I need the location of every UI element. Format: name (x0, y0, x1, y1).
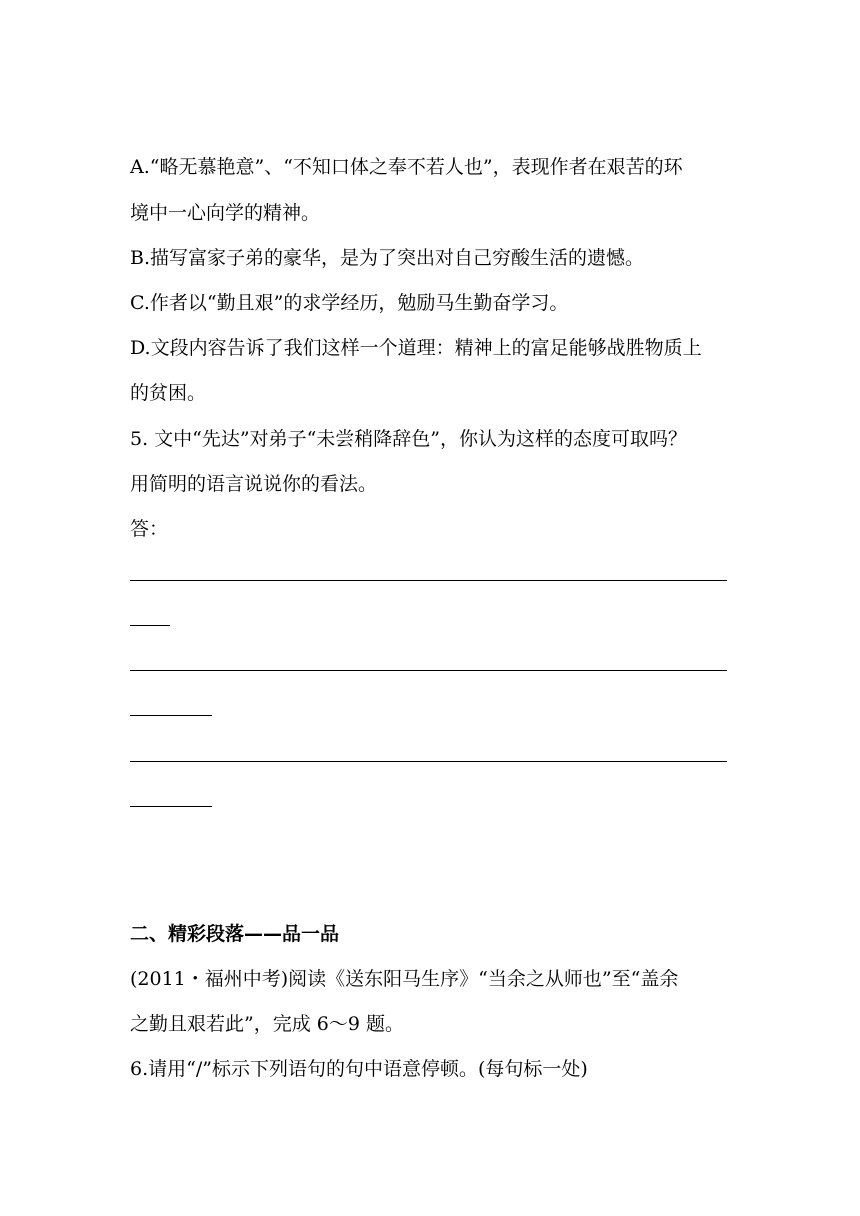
option-a-line-1: A.“略无慕艳意”、“不知口体之奉不若人也”，表现作者在艰苦的环 (130, 156, 683, 178)
passage-intro-line-2: 之勤且艰若此”，完成 6～9 题。 (130, 1013, 404, 1035)
answer-line-3[interactable] (130, 761, 727, 762)
option-d-line-1: D.文段内容告诉了我们这样一个道理：精神上的富足能够战胜物质上 (130, 337, 702, 359)
answer-line-1[interactable] (130, 580, 727, 581)
answer-line-2[interactable] (130, 670, 727, 671)
passage-intro-line-1: (2011・福州中考)阅读《送东阳马生序》“当余之从师也”至“盖余 (130, 968, 679, 990)
option-d-line-2: 的贫困。 (130, 382, 207, 404)
answer-label: 答： (130, 518, 169, 540)
option-a-line-2: 境中一心向学的精神。 (130, 202, 321, 224)
answer-line-3-tail[interactable] (130, 806, 212, 807)
option-c: C.作者以“勤且艰”的求学经历，勉励马生勤奋学习。 (130, 292, 569, 314)
section-heading: 二、精彩段落——品一品 (130, 923, 340, 945)
question-6: 6.请用“/”标示下列语句的句中语意停顿。(每句标一处) (130, 1058, 588, 1080)
answer-line-2-tail[interactable] (130, 715, 212, 716)
question-5-line-2: 用简明的语言说说你的看法。 (130, 473, 378, 495)
option-b: B.描写富家子弟的豪华，是为了突出对自己穷酸生活的遗憾。 (130, 247, 645, 269)
question-5-line-1: 5. 文中“先达”对弟子“未尝稍降辞色”，你认为这样的态度可取吗？ (130, 428, 688, 450)
answer-line-1-tail[interactable] (130, 625, 170, 626)
